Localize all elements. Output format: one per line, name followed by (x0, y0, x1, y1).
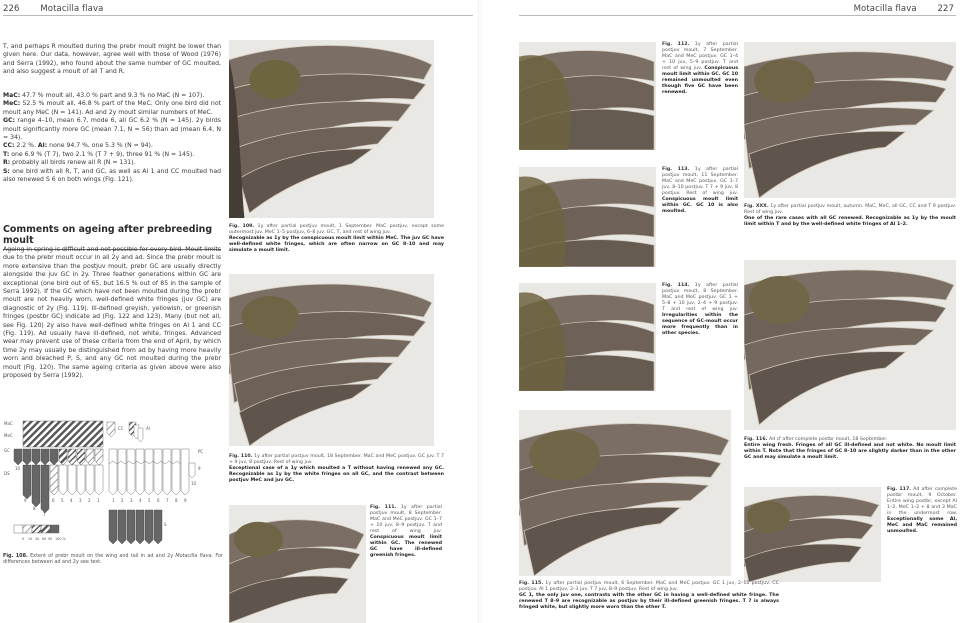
fig112-wing-photo (519, 42, 656, 150)
fig109-caption: Fig. 109. 1y after partial postjuv moult, 1 September. MaC postjuv, except some outermost juv. MeC 1–5 postjuv, 6–8 juv. GC, T, and rest of wing juv. Recognizable as 1y by the conspicuous moult limit within MeC. The juv GC have well-defined white fringes, which are often narrow on GC 8–10 and may simulate a moult limit. (229, 224, 445, 253)
figxxx-caption: Fig. XXX. 1y after partial postjuv moult, autumn. MaC, MeC, all GC, CC and T 9 postjuv. Rest of wing juv. One of the rare cases with all GC renewed. Recognizable as 1y by the moult limit within T and by the well-defined white fringes of Al 1–2. (744, 204, 956, 227)
fig116-caption: Fig. 116. Ad ♂ after complete postbr moult, 18 September. Entire wing fresh. Fringes of all GC ill-defined and not white. No moult limit within T. Note that the fringes of GC 8–10 are slightly darker than in the other GC and may simulate a moult limit. (744, 437, 956, 460)
svg-text:9: 9 (184, 498, 187, 503)
left-running-title: Motacilla flava (40, 4, 104, 14)
svg-text:4: 4 (70, 498, 73, 503)
svg-text:10: 10 (28, 537, 33, 541)
svg-text:60: 60 (42, 537, 47, 541)
svg-text:5: 5 (61, 498, 64, 503)
left-running-head (3, 4, 103, 14)
left-header-rule (3, 15, 473, 16)
svg-text:9: 9 (24, 498, 27, 503)
right-running-title: Motacilla flava (853, 4, 917, 14)
fig110-wing-photo (229, 274, 434, 446)
svg-text:8: 8 (33, 506, 36, 511)
svg-text:CC: CC (118, 426, 124, 431)
svg-text:0: 0 (22, 537, 25, 541)
label-mac: MaC (4, 421, 13, 426)
svg-text:PC: PC (198, 449, 204, 454)
figxxx-wing-photo (744, 42, 956, 198)
stat-mec: MeC: 52.5 % moult all, 46.8 % part of the MeC. Only one bird did not moult any MeC (N = 141). Ad and 2y moult similar numbers of MeC. (3, 100, 221, 116)
svg-text:Al: Al (146, 426, 150, 431)
fig115-caption: Fig. 115. 1y after partial postjuv moult, 6 September. MaC and MeC postjuv. GC 1 juv, 2–10 postjuv. CC postjuv. Al 1 postjuv, 2–3 juv. T 7 juv, 8–9 postjuv. Rest of wing juv. GC 1, the only juv one, contrasts with the other GC in having a well-defined white fringe. The renewed T 8–9 are recognizable as postjuv by their ill-defined greenish fringes. T 7 is always fringed white, but slightly more worn than the other T. (519, 581, 779, 610)
fig111-caption: Fig. 111. 1y after partial postjuv moult, 8 September. MaC and MeC postjuv. GC 1–7 + 10 juv, 8–9 postjuv. T and rest of wing juv. Conspicuous moult limit within GC. The renewed GC have ill-defined greenish fringes. (370, 505, 442, 558)
fig114-caption: Fig. 114. 1y after partial postjuv moult, 8 September. MaC and MeC postjuv. GC 1 + 5–8 + 10 juv, 2–4 + 9 postjuv. T and rest of wing juv. Irregularities within the sequence of GC-moult occur more frequently than in other species. (662, 283, 738, 336)
section-heading: Comments on ageing after prebreeding moult (3, 224, 221, 250)
moult-extent-diagram (3, 420, 221, 560)
svg-text:10: 10 (191, 481, 197, 486)
svg-text:GC: GC (4, 448, 10, 453)
fig117-caption: Fig. 117. Ad after complete postbr moult, 9 October. Entire wing postbr, except Al 1–2, MeC 1–2 + 8 and 3 MaC in the undermost row. Exceptionally some Al, MeC and MaC remained unmoulted. (887, 487, 958, 534)
svg-text:3: 3 (79, 498, 82, 503)
fig109-wing-photo (229, 40, 434, 218)
svg-text:6: 6 (52, 498, 55, 503)
svg-text:1: 1 (97, 498, 100, 503)
fig111-wing-photo (229, 505, 366, 623)
svg-text:4: 4 (139, 498, 142, 503)
fig113-caption: Fig. 113. 1y after partial postjuv moult, 11 September. MaC and MeC postjuv. GC 1–7 juv, 8–10 postjuv. T 7 + 9 juv, 8 postjuv. Rest of wing juv. Conspicuous moult limit within GC. GC 10 is also moulted. (662, 167, 738, 214)
stat-t: T: one 6.9 % (T 7), two 2.1 % (T 7 + 9), three 91 % (N = 145). (3, 150, 195, 158)
svg-text:7: 7 (166, 498, 169, 503)
fig110-caption: Fig. 110. 1y after partial postjuv moult, 18 September. MaC and MeC postjuv. GC juv. T 7 + 9 juv, 8 postjuv. Rest of wing juv. Exceptional case of a 1y which moulted a T without having renewed any GC. Recognizable as 1y by the white fringes on all GC, and the contrast between postjuv MeC and juv GC. (229, 454, 444, 483)
right-running-head (854, 4, 954, 14)
moult-stats (3, 92, 221, 184)
stat-r: R: probably all birds renew all R (N = 131). (3, 159, 136, 167)
svg-text:3: 3 (130, 498, 133, 503)
svg-text:30: 30 (35, 537, 40, 541)
svg-text:7: 7 (43, 512, 46, 517)
page-gutter (478, 0, 482, 623)
stat-mac: MaC: 47.7 % moult all, 43.0 % part and 9.3 % no MaC (N = 107). (3, 92, 205, 99)
stat-gc: GC: range 4–10, mean 6.7, mode 6, all GC 6.2 % (N = 145). 2y birds moult significantly more GC (mean 7.1, N = 56) than ad (mean 6.4, N = 34). (3, 117, 221, 142)
fig108-caption: Fig. 108. Extent of prebr moult on the wing and tail in ad and 2y Motacilla flava. For differences between ad and 2y see text. (3, 553, 223, 565)
fig113-wing-photo (519, 167, 656, 267)
svg-text:S: S (164, 522, 167, 527)
ageing-paragraph: Ageing in spring is difficult and not possible for every bird. Moult limits due to the prebr moult occur in all 2y and ad. Since the prebr moult is more extensive than the postjuv moult, prebr GC are usually directly alongside the juv GC in 2y. Three feather generations within GC are exceptional (one bird out of 65, but 16.5 % out of 85 in the sample of Serra 1992). If the GC which have not been moulted during the prebr moult are not heavily worn, well-defined white fringes (juv GC) are diagnostic of 2y (Fig. 119). Ill-defined greyish, yellowish, or greenish fringes (postbr GC) indicate ad (Fig. 122 and 123). Many (but not all, see Fig. 120) 2y also have well-defined white fringes on Al 1 and CC (Fig. 119). Ad usually have ill-defined, not white, fringes. Advanced wear may prevent use of these criteria from the end of April, by which time 2y may usually be distinguished from ad by having more heavily worn and bleached P, S, and any GC not moulted during the prebr moult (Fig. 120). The same ageing criteria as given above were also proposed by Serra (1992). (3, 246, 221, 380)
svg-text:6: 6 (157, 498, 160, 503)
stat-s: S: one bird with all R, T, and GC, as well as Al 1 and CC moulted had also renewed S 6 on both wings (Fig. 121). (3, 167, 221, 184)
fig115-wing-photo (519, 410, 731, 576)
svg-text:2: 2 (121, 498, 124, 503)
fig112-caption: Fig. 112. 1y after partial postjuv moult, 7 September. MaC and MeC postjuv. GC 1–4 + 10 juv, 5–9 postjuv. T and rest of wing juv. Conspicuous moult limit within GC. GC 10 remained unmoulted even though five GC have been renewed. (662, 42, 739, 95)
right-header-rule (519, 15, 956, 16)
intro-paragraph: T, and perhaps R moulted during the prebr moult might be lower than given here. Our data, however, agree well with those of Wood (1976) and Serra (1992), who found about the same number of GC moulted, and also suggest a moult of all T and R. (3, 43, 221, 76)
fig114-wing-photo (519, 283, 656, 391)
stat-cc-al: CC: 2.2 %. Al: none 94.7 %, one 5.3 % (N = 94). (3, 142, 153, 150)
svg-text:2: 2 (88, 498, 91, 503)
svg-text:9: 9 (198, 466, 201, 471)
svg-text:DS: DS (4, 471, 10, 476)
right-page-number: 227 (937, 4, 954, 14)
svg-text:90: 90 (48, 537, 53, 541)
svg-text:8: 8 (175, 498, 178, 503)
svg-text:MeC: MeC (4, 433, 13, 438)
fig116-wing-photo (744, 260, 956, 430)
svg-text:5: 5 (148, 498, 151, 503)
svg-text:1: 1 (112, 498, 115, 503)
svg-text:100 %: 100 % (55, 537, 66, 541)
fig117-wing-photo (744, 487, 881, 582)
svg-text:10: 10 (15, 466, 21, 471)
left-page-number: 226 (3, 4, 20, 14)
